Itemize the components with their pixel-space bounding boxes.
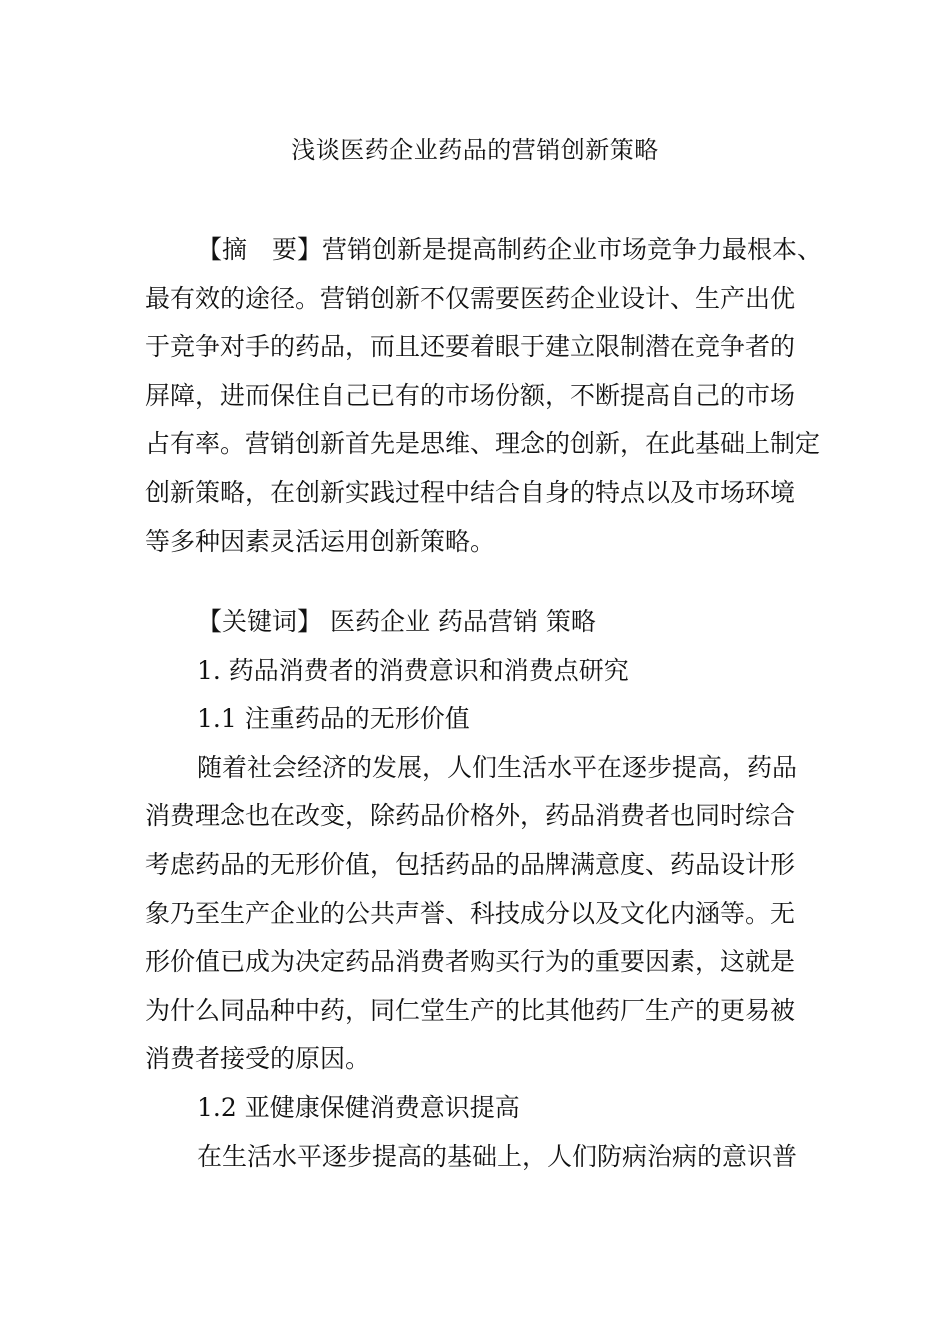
paragraph-line: 消费理念也在改变，除药品价格外，药品消费者也同时综合 — [145, 801, 796, 831]
abstract-line: 创新策略，在创新实践过程中结合自身的特点以及市场环境 — [145, 477, 796, 507]
abstract-line: 最有效的途径。营销创新不仅需要医药企业设计、生产出优 — [145, 283, 796, 313]
abstract-line: 屏障，进而保住自己已有的市场份额，不断提高自己的市场 — [145, 380, 796, 410]
section-heading-1-1: 1.1 注重药品的无形价值 — [197, 704, 470, 734]
paragraph-line: 象乃至生产企业的公共声誉、科技成分以及文化内涵等。无 — [145, 898, 796, 928]
paragraph-line: 考虑药品的无形价值，包括药品的品牌满意度、药品设计形 — [145, 849, 796, 879]
abstract-line: 等多种因素灵活运用创新策略。 — [145, 526, 496, 556]
paragraph-line: 为什么同品种中药，同仁堂生产的比其他药厂生产的更易被 — [145, 995, 796, 1025]
body-section — [145, 598, 810, 1181]
paragraph-line: 随着社会经济的发展，人们生活水平在逐步提高，药品 — [197, 752, 798, 782]
abstract-line: 于竞争对手的药品，而且还要着眼于建立限制潜在竞争者的 — [145, 332, 796, 362]
document-title: 浅谈医药企业药品的营销创新策略 — [291, 136, 659, 164]
section-heading-1-2: 1.2 亚健康保健消费意识提高 — [197, 1092, 520, 1122]
paragraph-line: 形价值已成为决定药品消费者购买行为的重要因素，这就是 — [145, 947, 796, 977]
abstract-line: 【摘 要】营销创新是提高制药企业市场竞争力最根本、 — [197, 235, 823, 264]
abstract-line: 占有率。营销创新首先是思维、理念的创新，在此基础上制定 — [145, 429, 821, 459]
section-heading-1: 1. 药品消费者的消费意识和消费点研究 — [197, 655, 629, 685]
paragraph-line: 在生活水平逐步提高的基础上，人们防病治病的意识普 — [197, 1141, 798, 1171]
abstract-paragraph — [145, 226, 823, 566]
keywords-line: 【关键词】 医药企业 药品营销 策略 — [197, 607, 596, 636]
paragraph-line: 消费者接受的原因。 — [145, 1044, 371, 1074]
